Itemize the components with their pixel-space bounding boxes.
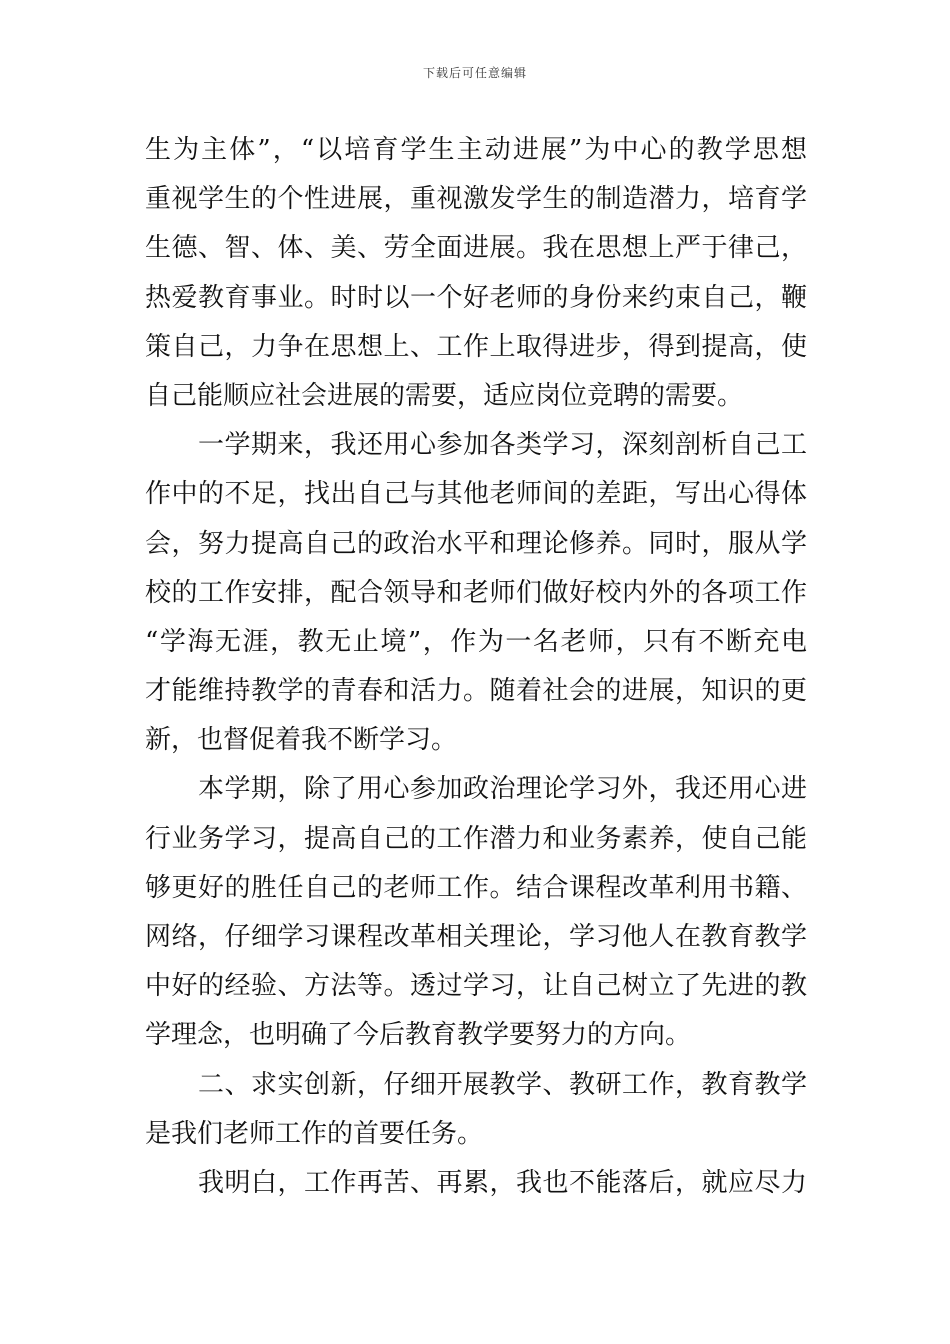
text-line: 中好的经验、方法等。透过学习，让自己树立了先进的教	[145, 971, 807, 1002]
text-line: 是我们老师工作的首要任务。	[145, 1118, 484, 1149]
document-body	[145, 126, 807, 1208]
text-line: 我明白，工作再苦、再累，我也不能落后，就应尽力	[198, 1167, 807, 1198]
text-line: 作中的不足，找出自己与其他老师间的差距，写出心得体	[145, 479, 807, 510]
text-line: 重视学生的个性进展，重视激发学生的制造潜力，培育学	[145, 184, 807, 215]
text-line: 网络，仔细学习课程改革相关理论，学习他人在教育教学	[145, 922, 807, 952]
text-line: 二、求实创新，仔细开展教学、教研工作，教育教学	[198, 1069, 807, 1100]
text-line: “学海无涯，教无止境”，作为一名老师，只有不断充电	[145, 626, 807, 657]
page-header: 下载后可任意编辑	[422, 66, 527, 80]
text-line: 热爱教育事业。时时以一个好老师的身份来约束自己，鞭	[145, 282, 807, 313]
text-line: 自己能顺应社会进展的需要，适应岗位竞聘的需要。	[145, 380, 744, 411]
text-line: 策自己，力争在思想上、工作上取得进步，得到提高，使	[145, 331, 807, 362]
text-line: 够更好的胜任自己的老师工作。结合课程改革利用书籍、	[145, 872, 807, 903]
text-line: 学理念，也明确了今后教育教学要努力的方向。	[145, 1020, 692, 1051]
text-line: 新，也督促着我不断学习。	[145, 725, 458, 756]
text-line: 行业务学习，提高自己的工作潜力和业务素养，使自己能	[145, 823, 807, 854]
text-line: 一学期来，我还用心参加各类学习，深刻剖析自己工	[198, 430, 807, 461]
text-line: 本学期，除了用心参加政治理论学习外，我还用心进	[198, 774, 807, 805]
text-line: 校的工作安排，配合领导和老师们做好校内外的各项工作	[145, 577, 807, 608]
text-line: 生为主体”，“以培育学生主动进展”为中心的教学思想	[145, 135, 807, 165]
text-line: 才能维持教学的青春和活力。随着社会的进展，知识的更	[145, 676, 807, 707]
text-line: 会，努力提高自己的政治水平和理论修养。同时，服从学	[145, 528, 807, 559]
text-line: 生德、智、体、美、劳全面进展。我在思想上严于律己，	[145, 233, 807, 264]
